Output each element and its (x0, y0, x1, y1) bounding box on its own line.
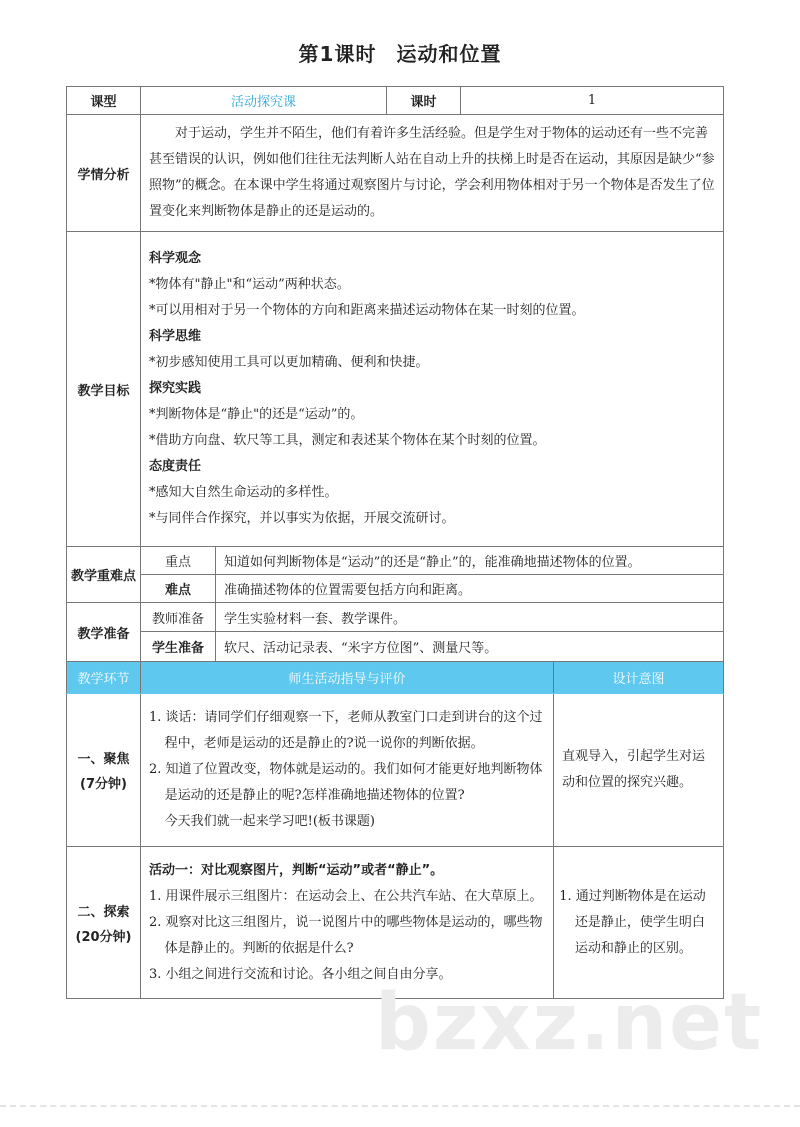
goal-item: *与同伴合作探究，并以事实为依据，开展交流研讨。 (149, 511, 455, 526)
goal-item: *可以用相对于另一个物体的方向和距离来描述运动物体在某一时刻的位置。 (149, 303, 585, 318)
period-label: 课时 (387, 87, 461, 115)
page-title (0, 38, 800, 67)
stage-intent: 1. 通过判断物体是在运动还是静止，使学生明白运动和静止的区别。 (559, 888, 706, 956)
header-activity: 师生活动指导与评价 (141, 662, 554, 694)
lesson-name: 运动和位置 (396, 42, 502, 66)
goal-item: *感知大自然生命运动的多样性。 (149, 485, 338, 500)
teacher-prep-text: 学生实验材料一套、教学课件。 (224, 611, 407, 627)
key-label: 重点 (141, 547, 216, 575)
activity-item: 1. 用课件展示三组图片：在运动会上、在公共汽车站、在大草原上。 (149, 888, 543, 904)
stage-time: (20分钟) (75, 929, 132, 945)
goal-heading: 科学思维 (149, 329, 202, 344)
goals-label: 教学目标 (67, 232, 141, 547)
goal-heading: 态度责任 (149, 459, 202, 474)
prep-label: 教学准备 (67, 603, 141, 662)
stage-name: 一、聚焦 (77, 752, 130, 767)
activity-item: 2. 知道了位置改变，物体就是运动的。我们如何才能更好地判断物体是运动的还是静止的呢?怎样准确地描述物体的位置? (149, 762, 543, 803)
stage-name: 二、探索 (77, 904, 130, 920)
period-value: 1 (461, 87, 724, 115)
header-stage: 教学环节 (67, 662, 141, 694)
activity-item: 2. 观察对比这三组图片，说一说图片中的哪些物体是运动的，哪些物体是静止的。判断的依据是什么? (149, 914, 543, 956)
key-points-label: 教学重难点 (67, 547, 141, 603)
goal-item: *物体有"静止"和“运动”两种状态。 (149, 277, 350, 292)
watermark: bzxz.net (375, 978, 764, 1068)
goal-heading: 探究实践 (149, 381, 202, 396)
activity-extra: 今天我们就一起来学习吧!(板书课题) (164, 814, 375, 829)
stage-row (67, 694, 724, 847)
goals-list (141, 240, 723, 538)
student-prep-label: 学生准备 (141, 632, 216, 662)
stage-intent: 直观导入，引起学生对运动和位置的探究兴趣。 (562, 749, 706, 790)
lesson-number: 第1课时 (298, 42, 377, 66)
key-text: 知道如何判断物体是“运动”的还是“静止”的，能准确地描述物体的位置。 (224, 555, 641, 570)
type-label: 课型 (67, 87, 141, 115)
goal-item: *初步感知使用工具可以更加精确、便利和快捷。 (149, 355, 429, 370)
analysis-text: 对于运动，学生并不陌生，他们有着许多生活经验。但是学生对于物体的运动还有一些不完善甚至错误的认识，例如他们往往无法判断人站在自动上升的扶梯上时是否在运动，其原因是缺少“参照物”的概念。在本课中学生将通过观察图片与讨论，学会利用物体相对于另一个物体是否发生了位置变化来判断物体是静止的还是运动的。 (149, 126, 715, 219)
activity-item: 1. 谈话：请同学们仔细观察一下，老师从教室门口走到讲台的这个过程中，老师是运动的还是静止的?说一说你的判断依据。 (149, 710, 543, 751)
goal-item: *判断物体是“静止"的还是“运动”的。 (149, 407, 364, 422)
page-divider (0, 1105, 800, 1107)
activity-item: 3. 小组之间进行交流和讨论。各小组之间自由分享。 (149, 966, 452, 982)
goal-heading: 科学观念 (149, 251, 202, 266)
hard-label: 难点 (141, 575, 216, 603)
analysis-label: 学情分析 (67, 115, 141, 232)
student-prep-text: 软尺、活动记录表、“米字方位图”、测量尺等。 (224, 641, 498, 656)
hard-text: 准确描述物体的位置需要包括方向和距离。 (224, 583, 472, 598)
lesson-plan-table (66, 86, 724, 999)
header-intent: 设计意图 (554, 662, 724, 694)
stage-time: (7分钟) (80, 777, 127, 792)
stage-row (67, 847, 724, 999)
goal-item: *借助方向盘、软尺等工具，测定和表述某个物体在某个时刻的位置。 (149, 433, 546, 448)
teacher-prep-label: 教师准备 (141, 603, 216, 632)
type-value: 活动探究课 (141, 87, 387, 115)
activity-heading: 活动一：对比观察图片，判断“运动”或者“静止”。 (149, 862, 444, 878)
